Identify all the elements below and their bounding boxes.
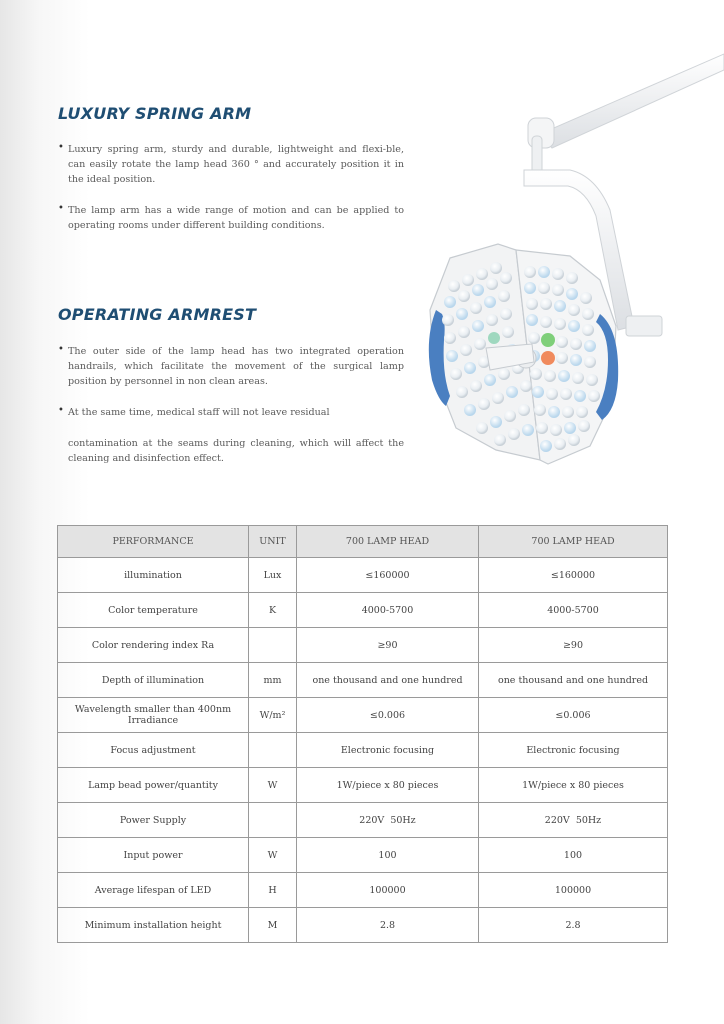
- bullet-dot-icon: •: [58, 142, 64, 153]
- surgical-lamp-illustration: [420, 40, 724, 480]
- cell-performance: Color rendering index Ra: [58, 628, 249, 663]
- cell-unit: [249, 803, 297, 838]
- header-unit: UNIT: [249, 526, 297, 558]
- cell-value-2: one thousand and one hundred: [479, 663, 668, 698]
- cell-value-1: 100000: [297, 873, 479, 908]
- cell-value-2: ≥90: [479, 628, 668, 663]
- cell-value-1: ≥90: [297, 628, 479, 663]
- cell-unit: mm: [249, 663, 297, 698]
- cell-value-2: 100: [479, 838, 668, 873]
- cell-value-1: one thousand and one hundred: [297, 663, 479, 698]
- table-row: [58, 803, 668, 838]
- bullet-text: The outer side of the lamp head has two integrated operation handrails, which facilitate the movement of the surgical lamp position by personnel in non clean areas.: [68, 346, 404, 387]
- bullet-dot-icon: •: [58, 344, 64, 355]
- cell-unit: W: [249, 838, 297, 873]
- cell-performance: Wavelength smaller than 400nm Irradiance: [58, 698, 249, 733]
- cell-performance: Depth of illumination: [58, 663, 249, 698]
- cell-value-1: ≤0.006: [297, 698, 479, 733]
- cell-performance: Power Supply: [58, 803, 249, 838]
- table-header-row: [58, 526, 668, 558]
- bullet-paragraph: [58, 344, 404, 389]
- cell-value-1: 1W/piece x 80 pieces: [297, 768, 479, 803]
- table-row: [58, 663, 668, 698]
- bullet-text: The lamp arm has a wide range of motion and can be applied to operating rooms under different building conditions.: [68, 205, 404, 231]
- cell-value-2: 4000-5700: [479, 593, 668, 628]
- section-title-luxury-spring-arm: LUXURY SPRING ARM: [58, 104, 252, 123]
- cell-value-2: Electronic focusing: [479, 733, 668, 768]
- cell-performance: Input power: [58, 838, 249, 873]
- cell-unit: Lux: [249, 558, 297, 593]
- cell-unit: W: [249, 768, 297, 803]
- table-row: [58, 768, 668, 803]
- cell-unit: M: [249, 908, 297, 943]
- cell-unit: K: [249, 593, 297, 628]
- header-lamp-head-1: 700 LAMP HEAD: [297, 526, 479, 558]
- table-row: [58, 838, 668, 873]
- cell-unit: [249, 628, 297, 663]
- table-row: [58, 908, 668, 943]
- cell-value-1: 2.8: [297, 908, 479, 943]
- table-row: [58, 593, 668, 628]
- cell-performance: Lamp bead power/quantity: [58, 768, 249, 803]
- bullet-continuation: [58, 436, 404, 466]
- bullet-paragraph: [58, 142, 404, 187]
- cell-performance: Color temperature: [58, 593, 249, 628]
- bullet-text: At the same time, medical staff will not leave residual: [68, 407, 330, 418]
- cell-performance: Minimum installation height: [58, 908, 249, 943]
- cell-performance: illumination: [58, 558, 249, 593]
- table-row: [58, 558, 668, 593]
- bullet-text: contamination at the seams during cleaning, which will affect the cleaning and disinfection effect.: [68, 438, 404, 464]
- cell-value-1: Electronic focusing: [297, 733, 479, 768]
- specification-table: [57, 525, 668, 943]
- cell-value-2: 2.8: [479, 908, 668, 943]
- table-row: [58, 733, 668, 768]
- cell-unit: W/m²: [249, 698, 297, 733]
- cell-unit: [249, 733, 297, 768]
- bullet-dot-icon: •: [58, 405, 64, 416]
- cell-performance: Average lifespan of LED: [58, 873, 249, 908]
- cell-unit: H: [249, 873, 297, 908]
- table-row: [58, 628, 668, 663]
- section-title-operating-armrest: OPERATING ARMREST: [58, 305, 257, 324]
- bullet-paragraph: [58, 405, 404, 420]
- bullet-paragraph: [58, 203, 404, 233]
- cell-performance: Focus adjustment: [58, 733, 249, 768]
- cell-value-2: ≤0.006: [479, 698, 668, 733]
- header-performance: PERFORMANCE: [58, 526, 249, 558]
- cell-value-2: 220V 50Hz: [479, 803, 668, 838]
- header-lamp-head-2: 700 LAMP HEAD: [479, 526, 668, 558]
- bullet-text: Luxury spring arm, sturdy and durable, lightweight and flexi-ble, can easily rotate the lamp head 360 ° and accurately position it in the ideal position.: [68, 144, 404, 185]
- cell-value-1: 220V 50Hz: [297, 803, 479, 838]
- cell-value-2: 1W/piece x 80 pieces: [479, 768, 668, 803]
- cell-value-1: ≤160000: [297, 558, 479, 593]
- cell-value-1: 100: [297, 838, 479, 873]
- cell-value-2: ≤160000: [479, 558, 668, 593]
- bullet-dot-icon: •: [58, 203, 64, 214]
- table-row: [58, 873, 668, 908]
- cell-value-1: 4000-5700: [297, 593, 479, 628]
- table-row: [58, 698, 668, 733]
- cell-value-2: 100000: [479, 873, 668, 908]
